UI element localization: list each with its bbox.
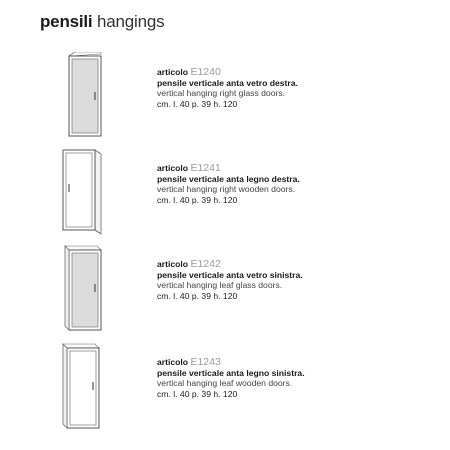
cabinet-wood-right-icon bbox=[55, 148, 111, 244]
cabinet-glass-right-icon bbox=[55, 52, 111, 148]
article-line bbox=[157, 259, 303, 270]
article-label: articolo bbox=[157, 259, 189, 269]
product-text bbox=[157, 259, 303, 301]
description-italian: pensile verticale anta vetro sinistra. bbox=[157, 269, 303, 280]
page-title bbox=[40, 12, 164, 32]
article-code: E1243 bbox=[190, 356, 221, 368]
article-line bbox=[157, 163, 300, 174]
article-label: articolo bbox=[157, 357, 189, 367]
product-item bbox=[0, 148, 450, 248]
article-line bbox=[157, 67, 298, 78]
dimensions: cm. l. 40 p. 39 h. 120 bbox=[157, 98, 238, 109]
product-item bbox=[0, 342, 450, 442]
title-italian: pensili bbox=[40, 12, 93, 31]
dimensions: cm. l. 40 p. 39 h. 120 bbox=[157, 290, 238, 301]
description-english: vertical hanging right wooden doors. bbox=[157, 184, 296, 195]
product-item bbox=[0, 52, 450, 152]
description-italian: pensile verticale anta legno destra. bbox=[157, 173, 300, 184]
description-italian: pensile verticale anta legno sinistra. bbox=[157, 367, 305, 378]
article-code: E1240 bbox=[190, 66, 221, 78]
description-english: vertical hanging right glass doors. bbox=[157, 88, 286, 99]
article-code: E1242 bbox=[190, 258, 221, 270]
product-text bbox=[157, 67, 298, 109]
product-text bbox=[157, 163, 300, 205]
cabinet-wood-left-icon bbox=[55, 342, 111, 438]
article-label: articolo bbox=[157, 67, 189, 77]
description-english: vertical hanging leaf wooden doors. bbox=[157, 378, 293, 389]
article-label: articolo bbox=[157, 163, 189, 173]
article-line bbox=[157, 357, 305, 368]
description-italian: pensile verticale anta vetro destra. bbox=[157, 77, 298, 88]
dimensions: cm. l. 40 p. 39 h. 120 bbox=[157, 194, 238, 205]
title-english: hangings bbox=[96, 12, 165, 31]
article-code: E1241 bbox=[190, 162, 221, 174]
dimensions: cm. l. 40 p. 39 h. 120 bbox=[157, 388, 238, 399]
description-english: vertical hanging leaf glass doors. bbox=[157, 280, 283, 291]
cabinet-glass-left-icon bbox=[55, 244, 111, 340]
product-text bbox=[157, 357, 305, 399]
product-item bbox=[0, 244, 450, 344]
